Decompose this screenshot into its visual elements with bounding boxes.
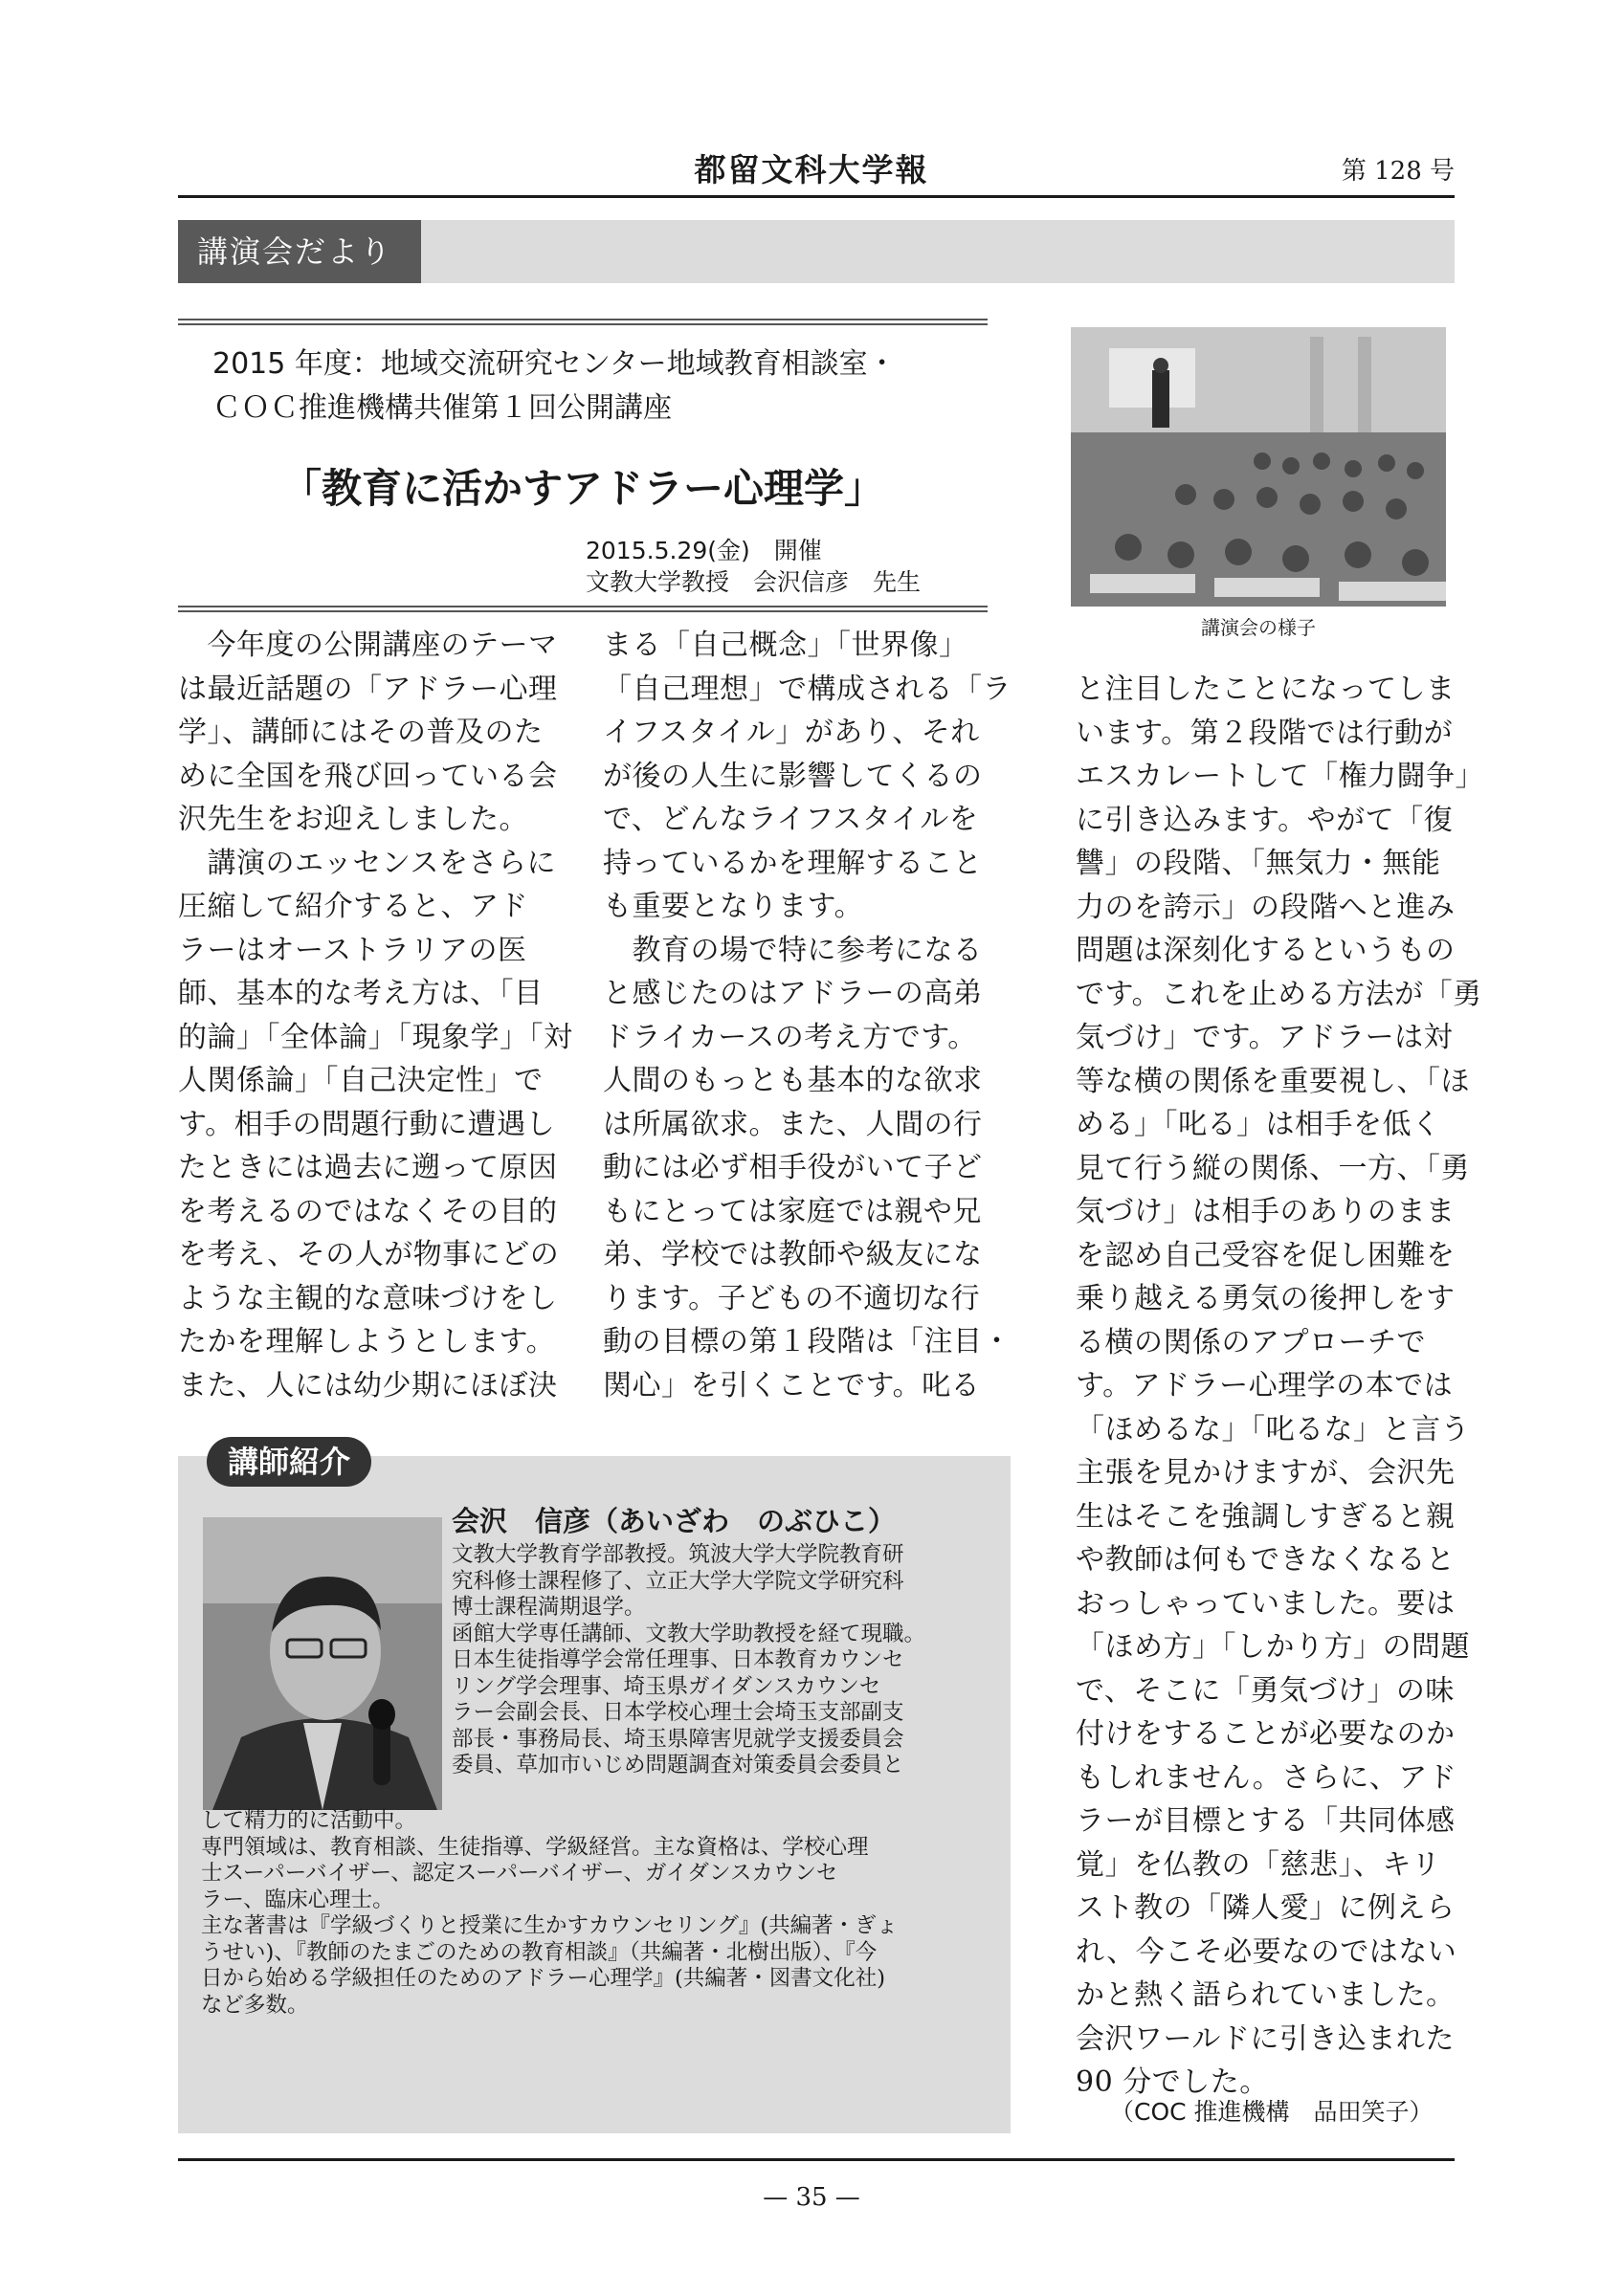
- body-line: 力のを誇示」の段階へと進み: [1076, 890, 1456, 924]
- body-line: 問題は深刻化するというもの: [1076, 934, 1456, 967]
- body-line: 生はそこを強調しすぎると親: [1076, 1499, 1456, 1534]
- title-rule-top: [178, 319, 988, 325]
- body-line: す。相手の問題行動に遭遇し: [178, 1107, 556, 1141]
- bio-line: など多数。: [201, 1992, 309, 2018]
- lecture-photo-image: [1071, 327, 1446, 607]
- body-line: イフスタイル」があり、それ: [603, 716, 980, 749]
- body-line: 的論」「全体論」「現象学」「対: [178, 1020, 573, 1054]
- body-line: も重要となります。: [603, 890, 864, 923]
- body-line: が後の人生に影響してくるの: [603, 759, 983, 793]
- lecturer-portrait: [203, 1517, 442, 1810]
- body-line: 讐」の段階、「無気力・無能: [1076, 847, 1441, 880]
- bio-line: 士スーパーバイザー、認定スーパーバイザー、ガイダンスカウンセ: [201, 1861, 838, 1886]
- body-line: 乗り越える勇気の後押しをす: [1076, 1282, 1456, 1315]
- series-line-1: 2015 年度：地域交流研究センター地域教育相談室・: [212, 347, 897, 381]
- footer-rule: [178, 2158, 1455, 2161]
- lecturer-name: 会沢 信彦（あいざわ のぶひこ）: [452, 1505, 897, 1537]
- body-line: かと熱く語られていました。: [1076, 1978, 1456, 2012]
- body-line: 人間のもっとも基本的な欲求: [603, 1064, 983, 1097]
- body-line: です。これを止める方法が「勇: [1076, 977, 1482, 1011]
- body-line: 会沢ワールドに引き込まれた: [1076, 2021, 1455, 2056]
- article-title: 「教育に活かすアドラー心理学」: [280, 465, 884, 512]
- bio-line: リング学会理事、埼玉県ガイダンスカウンセ: [452, 1673, 881, 1699]
- article-column-1: [178, 624, 573, 1407]
- body-line: る横の関係のアプローチで: [1076, 1325, 1426, 1359]
- lecturer-bio-bottom: [201, 1808, 898, 2019]
- title-rule-bottom: [178, 606, 988, 612]
- body-line: また、人には幼少期にほぼ決: [178, 1368, 558, 1402]
- body-line: を考え、その人が物事にどの: [178, 1238, 560, 1271]
- bio-line: 日本生徒指導学会常任理事、日本教育カウンセ: [452, 1647, 904, 1672]
- lecturer-bio-top: [452, 1542, 925, 1779]
- body-line: 圧縮して紹介すると、アド: [178, 890, 528, 923]
- bio-line: 博士課程満期退学。: [452, 1595, 646, 1620]
- lecturer-line: 文教大学教授 会沢信彦 先生: [586, 568, 922, 596]
- body-line: エスカレートして「権力闘争」: [1076, 760, 1484, 793]
- body-line: 覚」を仏教の「慈悲」、キリ: [1076, 1847, 1441, 1882]
- body-line: 主張を見かけますが、会沢先: [1076, 1456, 1456, 1490]
- body-line: す。アドラー心理学の本では: [1076, 1369, 1454, 1402]
- body-line: ラーが目標とする「共同体感: [1076, 1804, 1456, 1838]
- bio-line: 文教大学教育学部教授。筑波大学大学院教育研: [452, 1542, 904, 1567]
- bio-line: 部長・事務局長、埼玉県障害児就学支援委員会: [452, 1726, 904, 1752]
- body-line: ような主観的な意味づけをし: [178, 1281, 558, 1315]
- body-line: は最近話題の「アドラー心理: [178, 672, 558, 706]
- bio-line: 日から始める学級担任のためのアドラー心理学』(共編著・図書文化社): [201, 1966, 886, 1991]
- body-line: 「ほめるな」「叱るな」と言う: [1076, 1412, 1470, 1446]
- body-line: 人関係論」「自己決定性」で: [178, 1064, 544, 1097]
- body-line: 等な横の関係を重要視し、「ほ: [1076, 1064, 1470, 1098]
- body-line: スト教の「隣人愛」に例えら: [1076, 1891, 1456, 1925]
- body-line: 90 分でした。: [1076, 2065, 1269, 2099]
- body-line: 弟、学校では教師や級友にな: [603, 1238, 983, 1271]
- page-number: — 35 —: [763, 2183, 860, 2212]
- body-line: に引き込みます。やがて「復: [1076, 803, 1454, 837]
- body-line: ドライカースの考え方です。: [603, 1020, 977, 1054]
- author-credit: （COC 推進機構 品田笑子）: [1110, 2098, 1434, 2126]
- bio-line: 専門領域は、教育相談、生徒指導、学級経営。主な資格は、学校心理: [201, 1834, 869, 1860]
- body-line: 付けをすることが必要なのか: [1076, 1717, 1456, 1751]
- body-line: 今年度の公開講座のテーマ: [178, 629, 558, 662]
- body-line: 関心」を引くことです。叱る: [603, 1368, 981, 1402]
- body-line: 気づけ」です。アドラーは対: [1076, 1021, 1454, 1054]
- bio-line: ラー会副会長、日本学校心理士会埼玉支部副支: [452, 1700, 904, 1725]
- body-line: もしれません。さらに、アド: [1076, 1760, 1457, 1795]
- body-line: 動の目標の第１段階は「注目・: [603, 1325, 1012, 1358]
- body-line: や教師は何もできなくなると: [1076, 1543, 1456, 1577]
- body-line: 見て行う縦の関係、一方、「勇: [1076, 1151, 1470, 1185]
- bio-line: うせい)、『教師のたまごのための教育相談』（共編著・北樹出版）、『今: [201, 1939, 878, 1965]
- body-line: 学」、講師にはその普及のた: [178, 716, 544, 749]
- lecturer-profile-label: 講師紹介: [207, 1437, 371, 1487]
- body-line: めに全国を飛び回っている会: [178, 759, 558, 793]
- lecturer-portrait-image: [203, 1517, 442, 1810]
- bio-line: 委員、草加市いじめ問題調査対策委員会委員と: [452, 1753, 904, 1777]
- body-line: を考えるのではなくその目的: [178, 1194, 558, 1228]
- bio-line: して精力的に活動中。: [201, 1808, 417, 1833]
- body-line: 「ほめ方」「しかり方」の問題: [1076, 1630, 1470, 1664]
- series-line-2: ＣＯＣ推進機構共催第１回公開講座: [212, 391, 672, 425]
- journal-title: 都留文科大学報: [694, 151, 929, 188]
- article-column-3: [1076, 668, 1484, 2105]
- body-line: まる「自己概念」「世界像」: [603, 629, 968, 662]
- body-line: 師、基本的な考え方は、「目: [178, 977, 544, 1010]
- body-line: 動には必ず相手役がいて子ど: [603, 1151, 983, 1184]
- body-line: 持っているかを理解すること: [603, 846, 983, 880]
- body-line: 「自己理想」で構成される「ラ: [603, 672, 1012, 706]
- body-line: ります。子どもの不適切な行: [603, 1281, 981, 1315]
- body-line: める」「叱る」は相手を低く: [1076, 1108, 1441, 1141]
- body-line: 沢先生をお迎えしました。: [178, 803, 528, 836]
- body-line: おっしゃっていました。要は: [1076, 1586, 1456, 1621]
- header-rule: [178, 195, 1455, 198]
- lecture-photo: [1071, 327, 1446, 607]
- bio-line: 主な著書は『学級づくりと授業に生かすカウンセリング』(共編著・ぎょ: [201, 1913, 899, 1938]
- body-line: と感じたのはアドラーの高弟: [603, 977, 983, 1010]
- body-line: 気づけ」は相手のありのまま: [1076, 1195, 1456, 1228]
- body-line: で、どんなライフスタイルを: [603, 803, 979, 836]
- body-line: 講演のエッセンスをさらに: [178, 846, 556, 880]
- body-line: ラーはオーストラリアの医: [178, 933, 527, 967]
- body-line: は所属欲求。また、人間の行: [603, 1107, 983, 1141]
- event-date: 2015.5.29(金) 開催: [586, 537, 822, 564]
- section-label: 講演会だより: [178, 220, 421, 283]
- body-line: 教育の場で特に参考になる: [603, 933, 983, 967]
- body-line: もにとっては家庭では親や兄: [603, 1194, 982, 1228]
- issue-number: 第 128 号: [1341, 157, 1455, 186]
- bio-line: 究科修士課程修了、立正大学大学院文学研究科: [452, 1568, 904, 1594]
- article-column-2: [603, 624, 1012, 1407]
- body-line: たかを理解しようとします。: [178, 1325, 556, 1358]
- body-line: れ、今こそ必要なのではない: [1076, 1934, 1457, 1969]
- bio-line: 函館大学専任講師、文教大学助教授を経て現職。: [452, 1621, 926, 1646]
- bio-line: ラー、臨床心理士。: [201, 1887, 394, 1912]
- body-line: を認め自己受容を促し困難を: [1076, 1238, 1456, 1272]
- body-line: と注目したことになってしま: [1076, 673, 1456, 706]
- series-heading: [212, 342, 997, 430]
- body-line: います。第２段階では行動が: [1076, 716, 1454, 750]
- photo-caption: 講演会の様子: [1201, 616, 1316, 639]
- body-line: で、そこに「勇気づけ」の味: [1076, 1673, 1455, 1708]
- body-line: たときには過去に遡って原因: [178, 1151, 558, 1184]
